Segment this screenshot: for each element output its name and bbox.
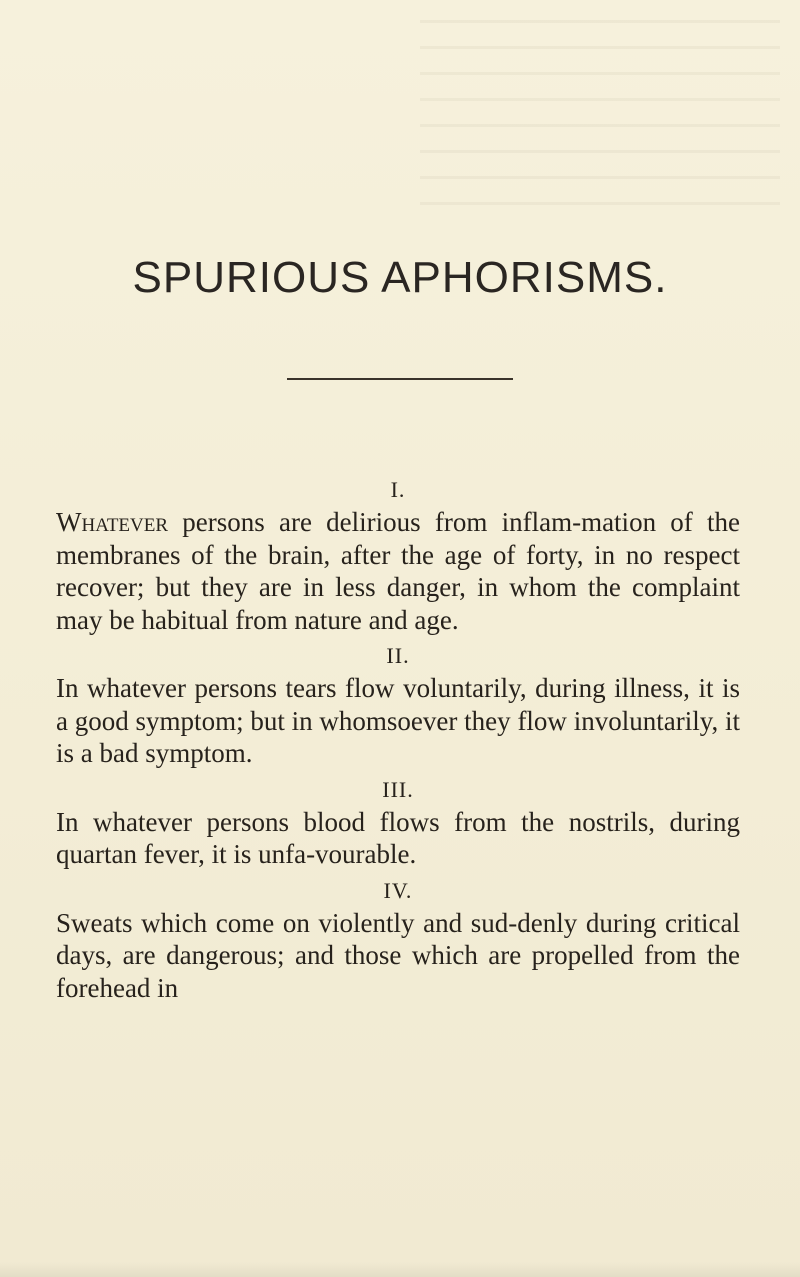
- aphorism-text: [56, 672, 740, 770]
- aphorism-body: persons are delirious from inflam-mation of the membranes of the brain, after the age of forty, in no respect recover; but they are in less danger, in whom the complaint may be habitual from nature and age.: [56, 507, 740, 635]
- bleed-through-texture: [420, 20, 780, 220]
- aphorism-body: In whatever persons blood flows from the nostrils, during quartan fever, it is unfa-vourable.: [56, 806, 740, 869]
- aphorism-numeral: IV.: [383, 877, 413, 903]
- aphorism-text: [56, 506, 740, 636]
- aphorism-3: [56, 774, 740, 871]
- aphorism-numeral: III.: [382, 776, 414, 802]
- aphorism-lead-word: Whatever: [56, 507, 169, 537]
- aphorism-numeral: II.: [386, 643, 410, 668]
- aphorism-body: In whatever persons tears flow voluntarily, during illness, it is a good symptom; but in whomsoever they flow involuntarily, it is a bad symptom.: [56, 673, 740, 768]
- page-edge-shadow: [0, 1262, 800, 1277]
- page-title: SPURIOUS APHORISMS.: [132, 253, 668, 302]
- aphorism-numeral: I.: [390, 477, 406, 502]
- aphorism-4: [56, 875, 740, 1005]
- aphorism-1: [56, 474, 740, 636]
- aphorism-list: [56, 474, 740, 1008]
- aphorism-body: Sweats which come on violently and sud-denly during critical days, are dangerous; and those which are propelled from the forehead in: [56, 907, 740, 1003]
- aphorism-text: [56, 806, 740, 871]
- aphorism-2: [56, 640, 740, 770]
- aphorism-text: [56, 907, 740, 1005]
- title-divider: [287, 378, 513, 380]
